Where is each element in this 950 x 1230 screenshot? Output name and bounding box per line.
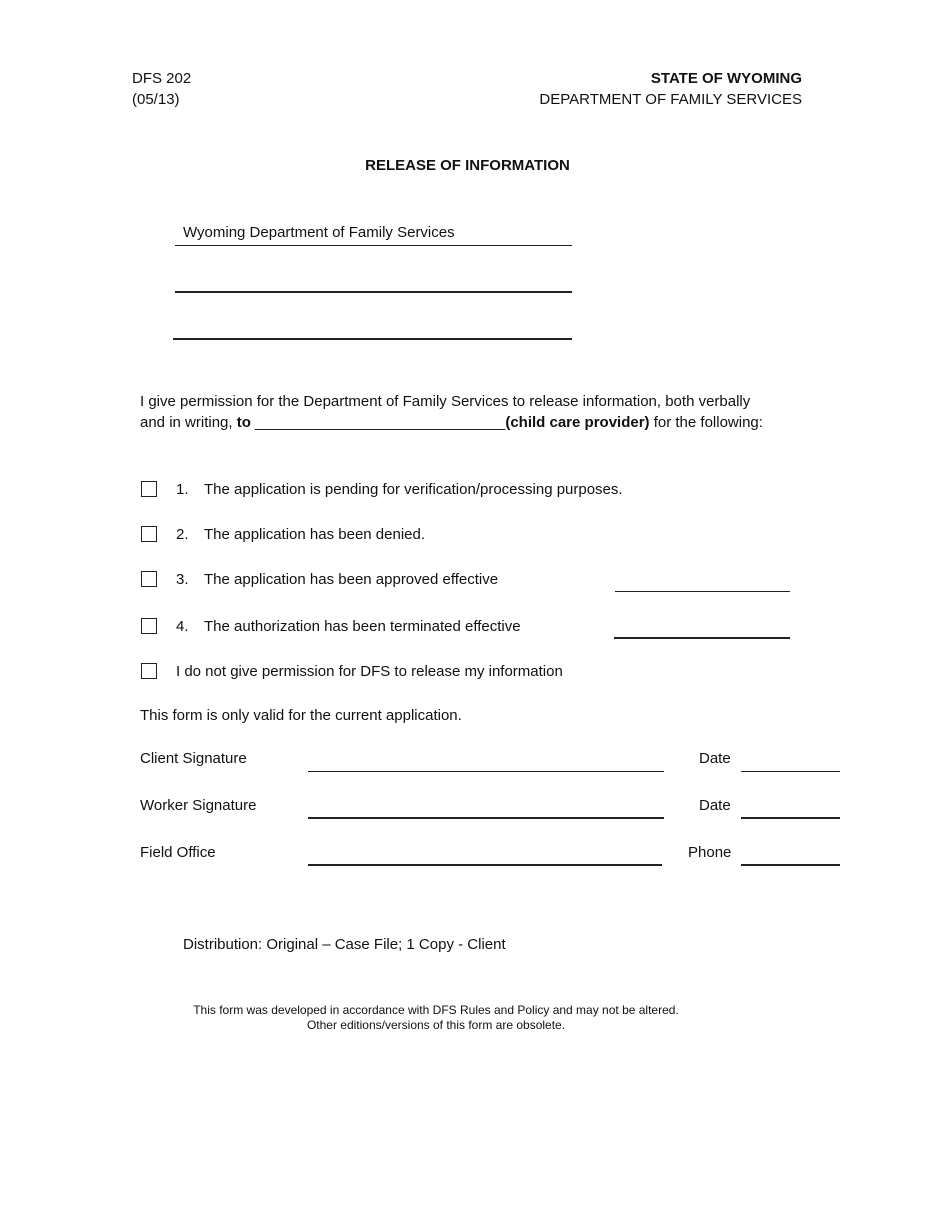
option-1-number: 1. xyxy=(176,481,189,498)
footer-line-2: Other editions/versions of this form are obsolete. xyxy=(306,1018,566,1032)
client-signature-label: Client Signature xyxy=(140,750,247,767)
distribution-note: Distribution: Original – Case File; 1 Copy - Client xyxy=(183,936,506,953)
address-line-2[interactable] xyxy=(175,291,572,293)
permission-text-line-1: I give permission for the Department of Family Services to release information, both verbally xyxy=(140,393,751,410)
worker-signature-label: Worker Signature xyxy=(140,797,257,814)
option-2-checkbox[interactable] xyxy=(141,526,157,542)
option-4-checkbox[interactable] xyxy=(141,618,157,634)
worker-date-line[interactable] xyxy=(741,817,840,819)
option-3-checkbox[interactable] xyxy=(141,571,157,587)
option-4-label: The authorization has been terminated effective xyxy=(204,618,521,635)
permission-text-line-2 xyxy=(140,414,763,431)
no-permission-checkbox[interactable] xyxy=(141,663,157,679)
page-title: RELEASE OF INFORMATION xyxy=(365,157,570,174)
permission-end-text: for the following: xyxy=(649,414,763,431)
option-3-label: The application has been approved effective xyxy=(204,571,499,588)
phone-label: Phone xyxy=(688,844,732,861)
no-permission-label: I do not give permission for DFS to release my information xyxy=(176,663,563,680)
permission-and-text: and in writing, xyxy=(140,414,237,431)
state-name: STATE OF WYOMING xyxy=(650,70,802,87)
option-2-number: 2. xyxy=(176,526,189,543)
valid-note: This form is only valid for the current application. xyxy=(140,707,462,724)
worker-signature-line[interactable] xyxy=(308,817,664,819)
provider-blank[interactable]: ______________________________ xyxy=(250,414,506,431)
address-line-1[interactable] xyxy=(175,245,572,246)
option-3-number: 3. xyxy=(176,571,189,588)
option-1-label: The application is pending for verification/processing purposes. xyxy=(204,481,623,498)
option-1-checkbox[interactable] xyxy=(141,481,157,497)
field-office-line[interactable] xyxy=(308,864,662,866)
client-date-label: Date xyxy=(699,750,731,767)
form-date: (05/13) xyxy=(132,91,180,108)
footer-line-1: This form was developed in accordance with DFS Rules and Policy and may not be altered. xyxy=(193,1003,679,1017)
permission-to-text: to xyxy=(236,414,251,431)
approved-date-line[interactable] xyxy=(615,591,790,592)
form-number: DFS 202 xyxy=(132,70,192,87)
address-line-3[interactable] xyxy=(173,338,572,340)
field-office-label: Field Office xyxy=(140,844,216,861)
worker-date-label: Date xyxy=(699,797,731,814)
option-4-number: 4. xyxy=(176,618,189,635)
terminated-date-line[interactable] xyxy=(614,637,790,639)
child-care-provider-label: (child care provider) xyxy=(505,414,650,431)
department-name: DEPARTMENT OF FAMILY SERVICES xyxy=(539,91,802,108)
client-date-line[interactable] xyxy=(741,771,840,772)
phone-line[interactable] xyxy=(741,864,840,866)
option-2-label: The application has been denied. xyxy=(204,526,426,543)
address-line-1-text: Wyoming Department of Family Services xyxy=(183,224,455,241)
client-signature-line[interactable] xyxy=(308,771,664,772)
